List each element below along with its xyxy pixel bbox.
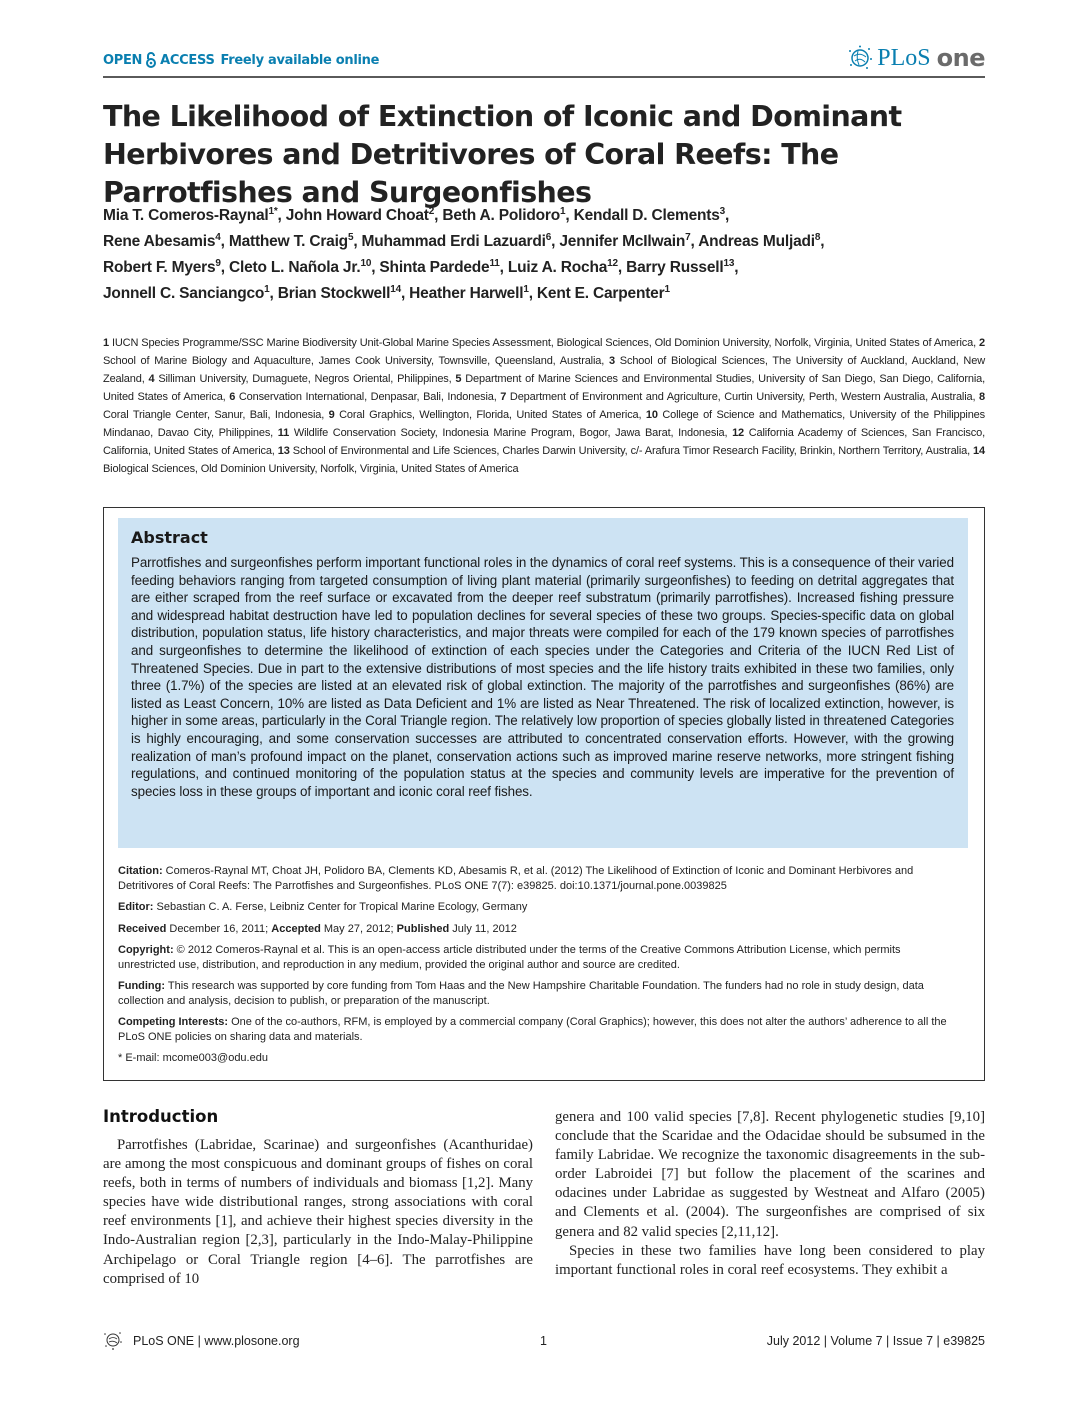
- affiliation-text: School of Biological Sciences, The University of Auckland, Auckland, New Zealand,: [103, 355, 985, 385]
- author-name: Cleto L. Nañola Jr.$^{10}$: [229, 257, 372, 276]
- citation-text: Comeros-Raynal MT, Choat JH, Polidoro BA, Clements KD, Abesamis R, et al. (2012) The Likelihood of Extinction of Iconic and Dominant Herbivores and Detritivores of Coral Reefs: The Parrotfishes and Surgeonfishes. PLoS ONE 7(7): e39825. doi:10.1371/journal.pone.0039825: [118, 865, 914, 892]
- intro-paragraph-continued: genera and 100 valid species [7,8]. Recent phylogenetic studies [9,10] conclude that the Scaridae and the Odacidae should be subsumed in the family Labridae. We recognize the taxonomic disagreements in the sub-order Labroidei [7] but follow the placement of the scarines and odacines under Labridae as suggested by Westneat and Alfaro (2005) and Clements et al. (2004). The surgeonfishes are comprised of six genera and 82 valid species [2,11,12].: [555, 1109, 985, 1240]
- intro-paragraph: Species in these two families have long been considered to play important functional roles in coral reef ecosystems. They exhibit a: [555, 1242, 985, 1278]
- affiliation-number: 4: [148, 373, 155, 385]
- accepted-date: May 27, 2012;: [323, 922, 394, 935]
- access-label: ACCESS: [160, 52, 215, 68]
- open-label: OPEN: [103, 52, 143, 68]
- author-name: Rene Abesamis$^4$: [103, 231, 221, 250]
- freely-available-label: Freely available online: [220, 52, 380, 68]
- affiliation-number: 10: [645, 409, 658, 421]
- author-name: Matthew T. Craig$^5$: [228, 231, 354, 250]
- author-name: John Howard Choat$^2$: [285, 205, 435, 224]
- affiliation-text: IUCN Species Programme/SSC Marine Biodiversity Unit-Global Marine Species Assessment, Biological Sciences, Old Dominion University, Norfolk, Virginia, United States of America,: [108, 337, 980, 349]
- affiliation-marker: 6: [545, 231, 552, 243]
- affiliation-marker: 4: [215, 231, 221, 243]
- affiliation-marker: 14: [390, 283, 401, 295]
- affiliation-text: College of Science and Mathematics, University of the Philippines Mindanao, Davao City, Philippines,: [103, 409, 986, 439]
- affiliation-text: Department of Environment and Agriculture, Curtin University, Perth, Western Australia, Australia,: [506, 391, 980, 403]
- author-name: Kendall D. Clements$^3$: [573, 205, 726, 224]
- intro-paragraph: Parrotfishes (Labridae, Scarinae) and surgeonfishes (Acanthuridae) are among the most conspicuous and dominant groups of fishes on coral reefs, both in terms of numbers of individuals and biomass [1,2]. Many species have wide distributional ranges, strong associations with coral reef environments [1], and achieve their highest species diversity in the Indo-Australian region [2,3], particularly in the Indo-Malay-Philippine Archipelago or Coral Triangle region [4–6]. The parrotfishes are comprised of 10: [103, 1137, 533, 1287]
- affiliation-marker: 11: [489, 257, 500, 269]
- journal-header: [103, 44, 985, 78]
- abstract-heading: Abstract: [131, 528, 208, 547]
- affiliation-text: California Academy of Sciences, San Francisco, California, United States of America,: [103, 427, 985, 457]
- affiliation-number: 9: [328, 409, 335, 421]
- competing-label: Competing Interests:: [118, 1016, 229, 1028]
- competing-text: One of the co-authors, RFM, is employed by a commercial company (Coral Graphics); however, this does not alter the authors’ adherence to all the PLoS ONE policies on sharing data and materials.: [118, 1016, 947, 1043]
- affiliation-text: Coral Graphics, Wellington, Florida, United States of America,: [334, 409, 646, 421]
- affiliation-marker: 3: [719, 205, 726, 217]
- funding: [118, 979, 960, 1008]
- affiliation-text: Wildlife Conservation Society, Indonesia Marine Program, Bogor, Jawa Barat, Indonesia,: [289, 427, 733, 439]
- abstract-text: Parrotfishes and surgeonfishes perform important functional roles in the dynamics of coral reef systems. This is a consequence of their varied feeding behaviors ranging from targeted consumption of living plant material (primarily surgeonfishes) to feeding on detrital aggregates that are either scraped from the reef surface or excavated from the deeper reef substratum (primarily parrotfishes). Increased fishing pressure and widespread habitat destruction have led to population declines for several species of these two groups. Species-specific data on global distribution, population status, life history characteristics, and major threats were compiled for each of the 179 known species of parrotfishes and surgeonfishes to determine the likelihood of extinction of each species under the Categories and Criteria of the IUCN Red List of Threatened Species. Due in part to the extensive distributions of most species and the life history traits exhibited in these two families, only three (1.7%) of the species are listed at an elevated risk of global extinction. The majority of the parrotfishes and surgeonfishes (86%) are listed as Least Concern, 10% are listed as Data Deficient and 1% are listed as Near Threatened. The risk of localized extinction, however, is higher in some areas, particularly in the Coral Triangle region. The relatively low proportion of species globally listed in threatened Categories is highly encouraging, and some conservation successes are attributed to concentrated conservation efforts. However, with the growing realization of man’s profound impact on the planet, conservation actions such as improved marine reserve networks, more stringent fishing regulations, and continued monitoring of the population status at the species and community levels are imperative for the prevention of species loss in these groups of important and iconic coral reef fishes.: [131, 555, 954, 799]
- introduction-heading: Introduction: [103, 1107, 219, 1126]
- author-name: Mia T. Comeros-Raynal$^{1*}$: [103, 205, 278, 224]
- article-metadata: [118, 864, 960, 1073]
- citation: [118, 864, 960, 893]
- author-list: Mia T. Comeros-Raynal$^{1*}$, John Howard Choat$^2$, Beth A. Polidoro$^1$, Kendall D. Clements$^3$, Rene Abesamis$^4$, Matthew T. Craig$^5$, Muhammad Erdi Lazuardi$^6$, Jennifer McIlwain$^7$, Andreas Muljadi$^8$, Robert F. Myers$^9$, Cleto L. Nañola Jr.$^{10}$, Shinta Pardede$^{11}$, Luiz A. Rocha$^{12}$, Barry Russell$^{13}$, Jonnell C. Sanciangco$^1$, Brian Stockwell$^{14}$, Heather Harwell$^1$, Kent E. Carpenter$^1$: [103, 205, 825, 302]
- author-name: Kent E. Carpenter$^1$: [536, 283, 670, 302]
- affiliation-text: Silliman University, Dumaguete, Negros Oriental, Philippines,: [154, 373, 456, 385]
- author-name: Heather Harwell$^1$: [409, 283, 529, 302]
- competing-interests: [118, 1015, 960, 1044]
- editor: [118, 900, 960, 915]
- received-date: December 16, 2011;: [169, 922, 269, 935]
- author-name: Luiz A. Rocha$^{12}$: [507, 257, 618, 276]
- one-wordmark: one: [936, 44, 985, 72]
- citation-label: Citation:: [118, 865, 163, 877]
- author-name: Shinta Pardede$^{11}$: [379, 257, 500, 276]
- affiliation-number: 2: [979, 337, 985, 349]
- affiliation-text: Department of Marine Sciences and Environmental Studies, University of San Diego, San Diego, California, United States of America,: [103, 373, 985, 403]
- affiliation-marker: 1: [664, 283, 670, 295]
- plos-one-logo: [847, 44, 985, 72]
- author-name: Muhammad Erdi Lazuardi$^6$: [361, 231, 552, 250]
- author-name: Andreas Muljadi$^8$: [698, 231, 821, 250]
- affiliation-marker: 12: [607, 257, 618, 269]
- author-name: Jonnell C. Sanciangco$^1$: [103, 283, 270, 302]
- corresponding-email[interactable]: * E-mail: mcome003@odu.edu: [118, 1052, 268, 1064]
- editor-label: Editor:: [118, 901, 154, 913]
- plos-wordmark: PLoS: [877, 44, 931, 71]
- affiliation-marker: 9: [215, 257, 221, 269]
- plos-footer-logo-icon: [103, 1330, 123, 1350]
- abstract-panel: [118, 518, 968, 848]
- published-label: Published: [396, 922, 450, 935]
- copyright: [118, 943, 960, 972]
- affiliation-marker: 1: [560, 205, 566, 217]
- abstract-box: [103, 507, 985, 1081]
- affiliation-number: 13: [277, 445, 290, 457]
- affiliation-text: School of Marine Biology and Aquaculture, James Cook University, Townsville, Queensland, Australia,: [103, 355, 609, 367]
- affiliation-number: 1: [103, 337, 109, 349]
- page-number: 1: [540, 1334, 547, 1348]
- author-name: Barry Russell$^{13}$: [626, 257, 735, 276]
- affiliation-number: 14: [973, 445, 985, 457]
- funding-label: Funding:: [118, 980, 166, 992]
- accepted-label: Accepted: [271, 922, 321, 935]
- body-column-left: [103, 1136, 533, 1289]
- affiliation-marker: 2: [428, 205, 435, 217]
- affiliation-marker: 8: [814, 231, 821, 243]
- open-access-banner: [103, 52, 379, 68]
- affiliation-marker: 13: [723, 257, 735, 269]
- affiliations: [103, 334, 985, 478]
- author-name: Beth A. Polidoro$^1$: [442, 205, 566, 224]
- affiliation-number: 6: [229, 391, 236, 403]
- footer-journal-link[interactable]: PLoS ONE | www.plosone.org: [133, 1334, 300, 1348]
- editor-text: Sebastian C. A. Ferse, Leibniz Center for Tropical Marine Ecology, Germany: [156, 901, 528, 913]
- affiliation-number: 3: [608, 355, 615, 367]
- affiliation-number: 5: [455, 373, 462, 385]
- dates: [118, 922, 960, 937]
- affiliation-number: 11: [277, 427, 290, 439]
- received-label: Received: [118, 922, 167, 935]
- author-name: Jennifer McIlwain$^7$: [559, 231, 691, 250]
- header-divider: [103, 76, 985, 78]
- affiliation-marker: 7: [685, 231, 691, 243]
- article-title: The Likelihood of Extinction of Iconic and Dominant Herbivores and Detritivores of Coral Reefs: The Parrotfishes and Surgeonfishes: [103, 100, 902, 209]
- funding-text: This research was supported by core funding from Tom Haas and the New Hampshire Charitable Foundation. The funders had no role in study design, data collection and analysis, decision to publish, or preparation of the manuscript.: [118, 980, 924, 1007]
- affiliation-marker: 1: [523, 283, 529, 295]
- affiliation-marker: 1*: [268, 205, 278, 217]
- author-name: Brian Stockwell$^{14}$: [277, 283, 401, 302]
- affiliation-marker: 5: [347, 231, 354, 243]
- body-column-right: [555, 1108, 985, 1280]
- copyright-text: © 2012 Comeros-Raynal et al. This is an open-access article distributed under the terms of the Creative Commons Attribution License, which permits unrestricted use, distribution, and reproduction in any medium, provided the original author and source are credited.: [118, 944, 901, 971]
- affiliation-text: Coral Triangle Center, Sanur, Bali, Indonesia,: [103, 409, 329, 421]
- affiliation-marker: 1: [264, 283, 270, 295]
- plos-globe-icon: [847, 45, 873, 71]
- author-name: Robert F. Myers$^9$: [103, 257, 221, 276]
- copyright-label: Copyright:: [118, 944, 174, 956]
- affiliation-text: Biological Sciences, Old Dominion University, Norfolk, Virginia, United States of America: [103, 463, 519, 475]
- affiliation-number: 8: [979, 391, 986, 403]
- affiliation-number: 7: [500, 391, 507, 403]
- affiliation-number: 12: [732, 427, 745, 439]
- open-lock-icon: [145, 52, 157, 68]
- page-footer: [103, 1332, 985, 1356]
- published-date: July 11, 2012: [452, 922, 517, 935]
- affiliation-text: School of Environmental and Life Sciences, Charles Darwin University, c/- Arafura Timor Research Facility, Brinkin, Northern Territory, Australia,: [289, 445, 974, 457]
- affiliation-marker: 10: [360, 257, 372, 269]
- affiliation-text: Conservation International, Denpasar, Bali, Indonesia,: [235, 391, 501, 403]
- footer-issue-info: July 2012 | Volume 7 | Issue 7 | e39825: [766, 1334, 985, 1348]
